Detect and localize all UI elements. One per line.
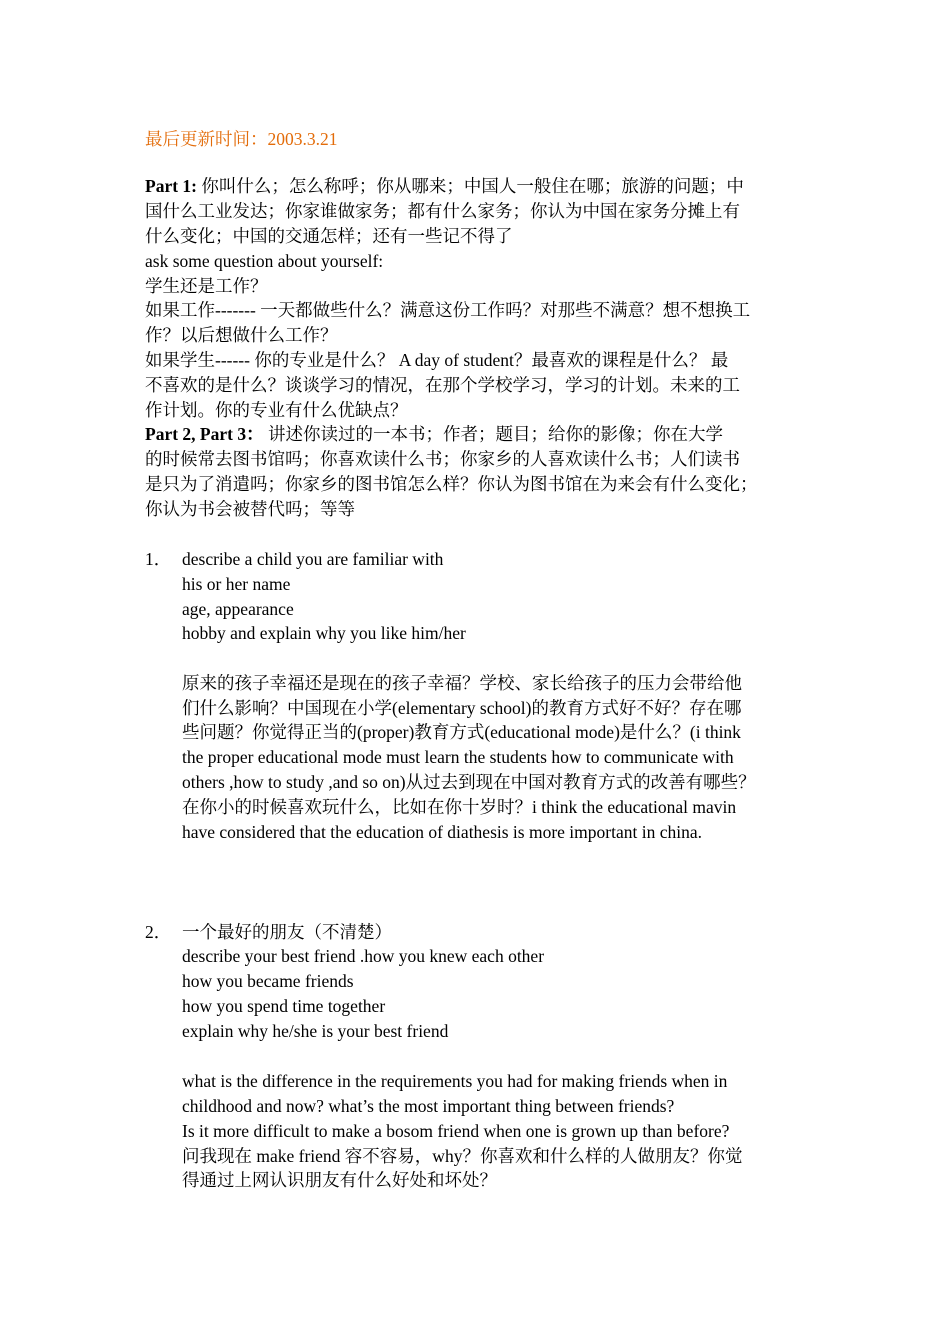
topic1-line-10: 在你小的时候喜欢玩什么，比如在你十岁时？i think the educational mavin	[182, 797, 737, 817]
topic1-line-6: 们什么影响？中国现在小学(elementary school)的教育方式好不好？存在哪	[182, 698, 742, 718]
part23-line-1: Part 2, Part 3： 讲述你读过的一本书；作者；题目；给你的影像；你在大学	[145, 424, 723, 444]
part23-line-3: 是只为了消遣吗；你家乡的图书馆怎么样？你认为图书馆在为来会有什么变化；	[145, 474, 758, 494]
topic2-line-7: childhood and now? what’s the most important thing between friends?	[182, 1096, 675, 1116]
topic1-line-7: 些问题？你觉得正当的(proper)教育方式(educational mode)是什么？(i think	[182, 722, 741, 742]
topic1-line-8: the proper educational mode must learn the students how to communicate with	[182, 747, 734, 767]
part1-line-8: 如果学生------ 你的专业是什么？ A day of student？最喜欢的课程是什么？ 最	[145, 350, 729, 370]
topic2-line-4: how you spend time together	[182, 996, 386, 1016]
part1-line-6: 如果工作------- 一天都做些什么？满意这份工作吗？对那些不满意？想不想换工	[145, 300, 751, 320]
part1-line-1: Part 1: 你叫什么；怎么称呼；你从哪来；中国人一般住在哪；旅游的问题；中	[145, 176, 744, 196]
topic2-number: 2．	[145, 922, 172, 942]
topic2-line-6: what is the difference in the requirements you had for making friends when in	[182, 1071, 728, 1091]
topic2-line-10: 得通过上网认识朋友有什么好处和坏处？	[182, 1170, 497, 1190]
topic1-line-4: hobby and explain why you like him/her	[182, 623, 466, 643]
part23-line-4: 你认为书会被替代吗；等等	[145, 499, 355, 519]
topic2-line-3: how you became friends	[182, 971, 354, 991]
part1-line-2: 国什么工业发达；你家谁做家务；都有什么家务；你认为中国在家务分摊上有	[145, 201, 740, 221]
topic2-line-2: describe your best friend .how you knew each other	[182, 946, 545, 966]
topic1-line-9: others ,how to study ,and so on)从过去到现在中国对教育方式的改善有哪些？	[182, 772, 756, 792]
part1-line-3: 什么变化；中国的交通怎样；还有一些记不得了	[145, 226, 513, 246]
topic1-line-11: have considered that the education of diathesis is more important in china.	[182, 822, 702, 842]
topic2-line-8: Is it more difficult to make a bosom friend when one is grown up than before?	[182, 1121, 730, 1141]
part1-line-5: 学生还是工作？	[145, 276, 268, 296]
topic2-line-9: 问我现在 make friend 容不容易，why？你喜欢和什么样的人做朋友？你觉	[182, 1146, 743, 1166]
topic2-line-5: explain why he/she is your best friend	[182, 1021, 449, 1041]
part23-label: Part 2, Part 3：	[145, 424, 264, 444]
part1-label: Part 1:	[145, 176, 197, 196]
part1-line-7: 作？以后想做什么工作？	[145, 325, 338, 345]
last-updated: 最后更新时间：2003.3.21	[145, 129, 338, 149]
topic1-line-5: 原来的孩子幸福还是现在的孩子幸福？学校、家长给孩子的压力会带给他	[182, 673, 742, 693]
topic1-line-2: his or her name	[182, 574, 291, 594]
topic1-number: 1．	[145, 549, 172, 569]
part23-line-2: 的时候常去图书馆吗；你喜欢读什么书；你家乡的人喜欢读什么书；人们读书	[145, 449, 740, 469]
part1-line-4: ask some question about yourself:	[145, 251, 384, 271]
topic1-line-3: age, appearance	[182, 599, 294, 619]
topic1-line-1: describe a child you are familiar with	[182, 549, 444, 569]
part1-line-10: 作计划。你的专业有什么优缺点？	[145, 400, 408, 420]
part1-line-9: 不喜欢的是什么？谈谈学习的情况，在那个学校学习，学习的计划。未来的工	[145, 375, 740, 395]
topic2-line-1: 一个最好的朋友（不清楚）	[182, 922, 392, 942]
